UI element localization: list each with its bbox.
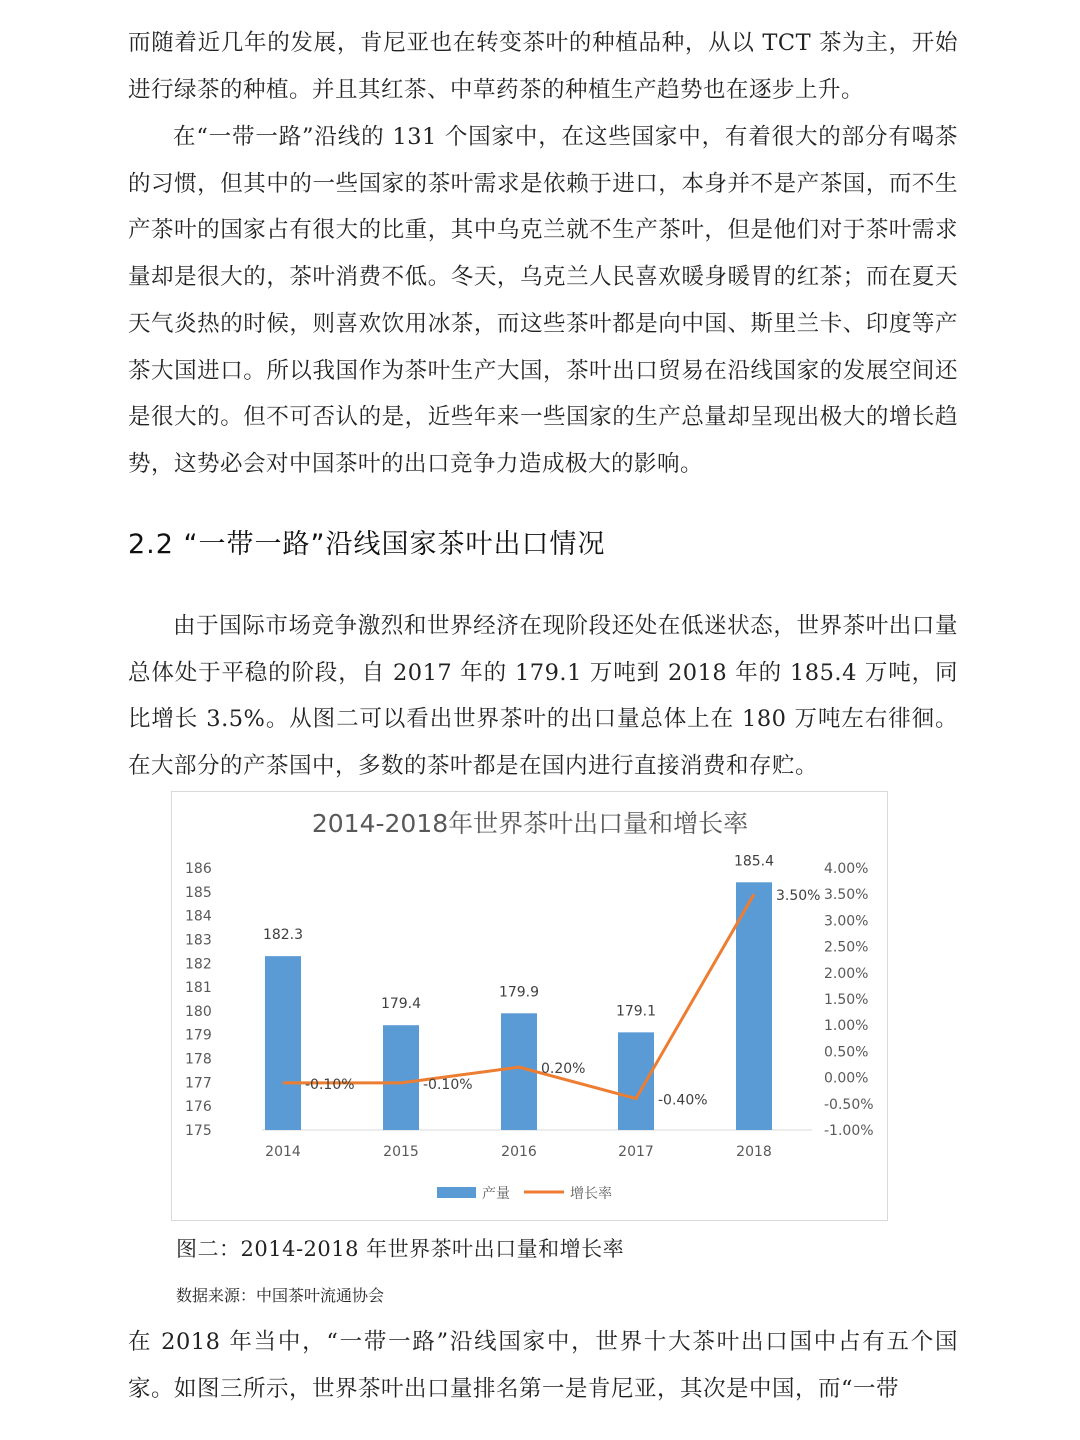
right-axis-tick: 3.00% [824, 913, 869, 930]
section-heading: 2.2 “一带一路”沿线国家茶叶出口情况 [128, 529, 606, 560]
left-axis-tick: 181 [185, 980, 212, 997]
left-axis-tick: 182 [185, 956, 212, 973]
paragraph-kenya: 而随着近几年的发展，肯尼亚也在转变茶叶的种植品种，从以 TCT 茶为主，开始进行绿茶的种植。并且其红茶、中草药茶的种植生产趋势也在逐步上升。 [128, 30, 958, 103]
bar-value-label: 182.3 [262, 927, 304, 944]
bar-value-label: 185.4 [733, 853, 775, 870]
data-source-note: 数据来源：中国茶叶流通协会 [176, 1286, 385, 1305]
right-axis-tick: 0.50% [824, 1044, 869, 1061]
export-chart [172, 792, 889, 1222]
bar-value-label: 179.4 [380, 996, 422, 1013]
category-label: 2016 [501, 1144, 537, 1160]
chart-title: 2014-2018年世界茶叶出口量和增长率 [311, 809, 749, 838]
left-axis-tick: 180 [185, 1003, 212, 1020]
paragraph-top-exporters: 在 2018 年当中，“一带一路”沿线国家中，世界十大茶叶出口国中占有五个国家。如图三所示，世界茶叶出口量排名第一是肯尼亚，其次是中国，而“一带 [128, 1329, 958, 1402]
right-axis-tick: 4.00% [824, 861, 869, 877]
figure-caption: 图二：2014-2018 年世界茶叶出口量和增长率 [176, 1237, 625, 1261]
left-axis-tick: 176 [185, 1099, 212, 1116]
right-axis-tick: 2.00% [824, 965, 869, 982]
legend-bar-label: 产量 [482, 1186, 510, 1202]
growth-rate-label: -0.10% [305, 1076, 355, 1093]
paragraph-world-export: 由于国际市场竞争激烈和世界经济在现阶段还处在低迷状态，世界茶叶出口量总体处于平稳的阶段，自 2017 年的 179.1 万吨到 2018 年的 185.4 万吨，同比增长 3.5%。从图二可以看出世界茶叶的出口量总体上在 180 万吨左右徘徊。在大部分的产茶国中，多数的茶叶都是在国内进行直接消费和存贮。 [128, 613, 958, 780]
paragraph-belt-road-demand: 在“一带一路”沿线的 131 个国家中，在这些国家中，有着很大的部分有喝茶的习惯，但其中的一些国家的茶叶需求是依赖于进口，本身并不是产茶国，而不生产茶叶的国家占有很大的比重，其中乌克兰就不生产茶叶，但是他们对于茶叶需求量却是很大的，茶叶消费不低。冬天，乌克兰人民喜欢暖身暖胃的红茶；而在夏天天气炎热的时候，则喜欢饮用冰茶，而这些茶叶都是向中国、斯里兰卡、印度等产茶大国进口。所以我国作为茶叶生产大国，茶叶出口贸易在沿线国家的发展空间还是很大的。但不可否认的是，近些年来一些国家的生产总量却呈现出极大的增长趋势，这势必会对中国茶叶的出口竞争力造成极大的影响。 [128, 124, 958, 477]
growth-rate-label: 0.20% [541, 1061, 586, 1078]
left-axis-tick: 175 [185, 1123, 212, 1139]
left-axis-tick: 183 [185, 932, 212, 949]
right-axis-tick: 0.00% [824, 1070, 869, 1087]
left-axis-tick: 178 [185, 1051, 212, 1068]
growth-rate-label: -0.10% [423, 1076, 473, 1093]
chart-container [171, 791, 888, 1221]
right-axis-tick: 3.50% [824, 887, 869, 904]
category-label: 2015 [383, 1144, 419, 1160]
bar-2015 [383, 1025, 419, 1130]
growth-rate-label: -0.40% [658, 1092, 708, 1109]
category-label: 2014 [265, 1144, 301, 1160]
right-axis-tick: 1.00% [824, 1018, 869, 1035]
bar-2014 [265, 956, 301, 1130]
bar-value-label: 179.1 [615, 1003, 657, 1020]
right-axis-tick: -0.50% [824, 1096, 874, 1113]
bar-value-label: 179.9 [498, 984, 540, 1001]
right-axis-tick: -1.00% [824, 1123, 874, 1139]
left-axis-tick: 179 [185, 1027, 212, 1044]
right-axis-tick: 1.50% [824, 992, 869, 1008]
bar-2017 [618, 1032, 654, 1130]
legend-bar-swatch [437, 1187, 476, 1198]
left-axis-tick: 184 [185, 908, 212, 925]
bar-2018 [736, 882, 772, 1130]
left-axis-tick: 177 [185, 1075, 212, 1092]
category-label: 2018 [736, 1144, 772, 1160]
left-axis-tick: 185 [185, 884, 212, 901]
growth-rate-label: 3.50% [776, 888, 821, 905]
left-axis-tick: 186 [185, 861, 212, 877]
legend-line-label: 增长率 [570, 1186, 612, 1202]
right-axis-tick: 2.50% [824, 939, 869, 956]
category-label: 2017 [618, 1144, 654, 1160]
